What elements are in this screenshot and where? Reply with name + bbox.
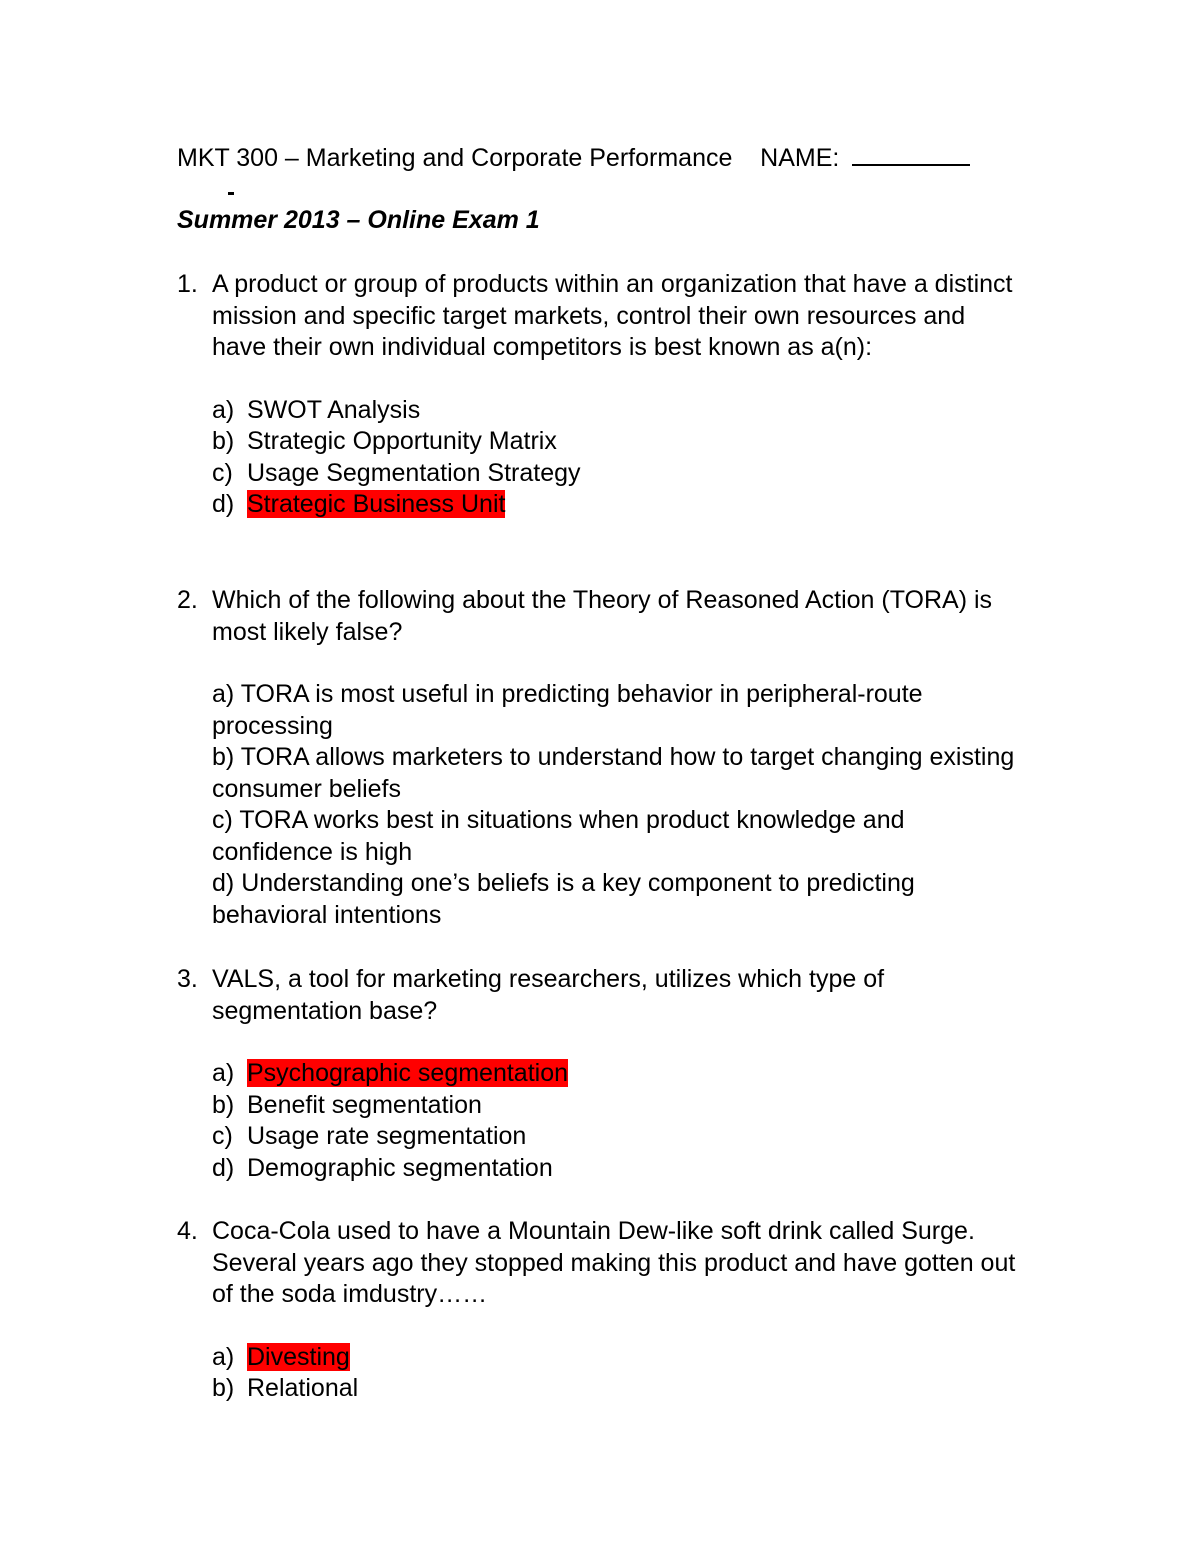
stray-mark <box>228 192 234 195</box>
option-a <box>212 1342 1017 1374</box>
question-4 <box>177 1216 1017 1405</box>
option-b <box>212 426 1017 458</box>
question-number: 3. <box>177 965 198 993</box>
option-letter: c) <box>212 458 233 487</box>
option-letter: d) <box>212 1153 235 1182</box>
option-d <box>212 868 1017 931</box>
option-b <box>212 1090 1017 1122</box>
question-2 <box>177 585 1017 931</box>
option-a <box>212 395 1017 427</box>
question-text: A product or group of products within an organization that have a distinct mission and specific target markets, control their own resources and have their own individual competitors is best known as a(n): <box>212 270 1013 361</box>
option-letter: d) <box>212 490 235 518</box>
name-label: NAME: <box>760 144 840 172</box>
option-text-highlighted: Strategic Business Unit <box>247 490 506 518</box>
question-1 <box>177 269 1017 521</box>
option-letter: b) <box>212 1090 235 1119</box>
question-3 <box>177 964 1017 1184</box>
course-title: MKT 300 – Marketing and Corporate Performance <box>177 144 733 172</box>
options-list <box>212 1342 1017 1405</box>
option-text: Demographic segmentation <box>247 1153 553 1182</box>
option-letter: a) <box>212 680 235 708</box>
option-letter: a) <box>212 1059 235 1087</box>
option-d <box>212 1153 1017 1185</box>
option-text: Usage Segmentation Strategy <box>247 458 581 487</box>
option-letter: d) <box>212 869 235 897</box>
option-c <box>212 1121 1017 1153</box>
option-letter: b) <box>212 743 235 771</box>
options-list <box>212 1058 1017 1184</box>
option-letter: a) <box>212 1342 235 1371</box>
question-text: Coca-Cola used to have a Mountain Dew-like soft drink called Surge. Several years ago they stopped making this product and have gotten out of the soda imdustry…… <box>212 1217 1016 1308</box>
question-number: 1. <box>177 270 198 298</box>
header-line <box>177 142 1037 175</box>
option-text-highlighted: Divesting <box>247 1342 350 1371</box>
options-list <box>212 395 1017 521</box>
exam-subtitle: Summer 2013 – Online Exam 1 <box>177 206 540 234</box>
option-text: TORA is most useful in predicting behavior in peripheral-route processing <box>212 680 923 740</box>
option-letter: c) <box>212 806 233 834</box>
option-letter: b) <box>212 427 235 455</box>
option-d <box>212 489 1017 521</box>
question-number: 4. <box>177 1217 198 1245</box>
question-number: 2. <box>177 586 198 614</box>
option-c <box>212 458 1017 490</box>
option-b <box>212 1373 1017 1405</box>
option-text: Relational <box>247 1374 359 1402</box>
option-text: Usage rate segmentation <box>247 1122 527 1150</box>
option-c <box>212 805 1017 868</box>
option-text-highlighted: Psychographic segmentation <box>247 1059 569 1087</box>
name-blank-line <box>852 142 970 166</box>
question-text: Which of the following about the Theory of Reasoned Action (TORA) is most likely false? <box>212 586 993 646</box>
option-text: TORA works best in situations when product knowledge and confidence is high <box>212 806 905 866</box>
question-text: VALS, a tool for marketing researchers, utilizes which type of segmentation base? <box>212 965 885 1025</box>
option-text: Benefit segmentation <box>247 1090 482 1119</box>
option-a <box>212 1058 1017 1090</box>
option-text: Understanding one’s beliefs is a key component to predicting behavioral intentions <box>212 869 915 929</box>
option-b <box>212 742 1017 805</box>
option-text: TORA allows marketers to understand how to target changing existing consumer beliefs <box>212 743 1015 803</box>
option-text: Strategic Opportunity Matrix <box>247 427 557 455</box>
option-text: SWOT Analysis <box>247 395 421 424</box>
option-a <box>212 679 1017 742</box>
option-letter: a) <box>212 395 235 424</box>
option-letter: b) <box>212 1374 235 1402</box>
option-letter: c) <box>212 1122 233 1150</box>
options-list <box>212 679 1017 931</box>
